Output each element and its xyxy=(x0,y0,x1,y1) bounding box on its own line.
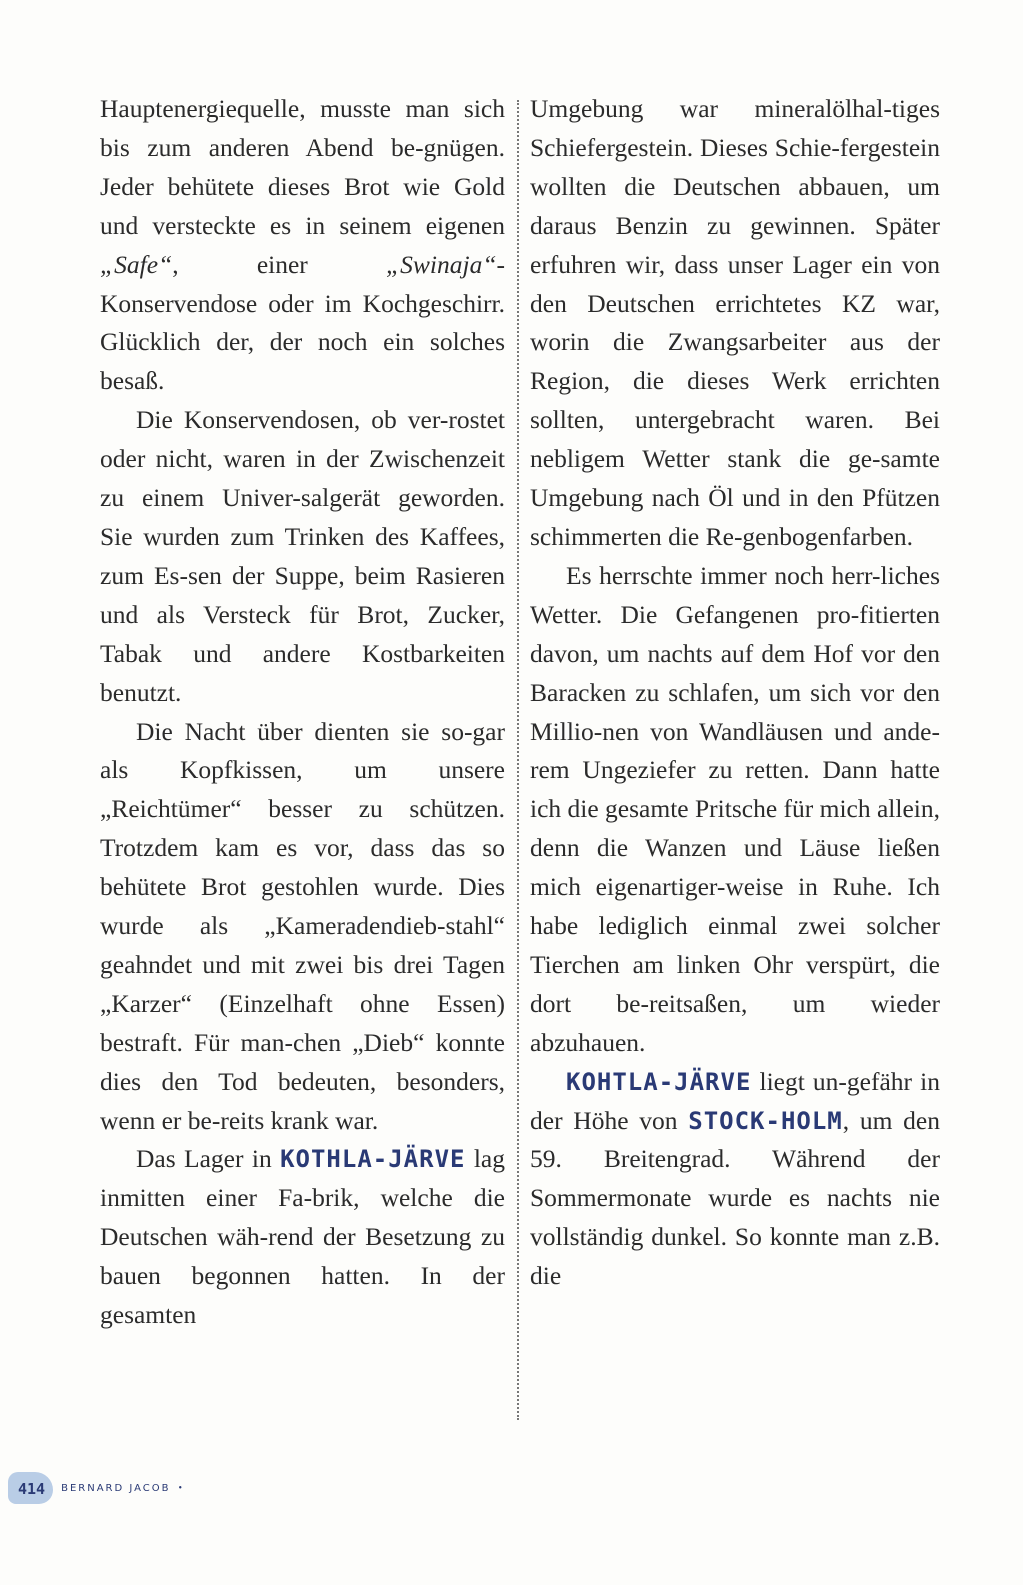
emphasis: „Swinaja“ xyxy=(385,249,497,279)
paragraph: Es herrschte immer noch herr-liches Wetter. Die Gefangenen pro-fitierten davon, um nachts auf dem Hof vor den Baracken zu schlafen, um sich vor den Millio-nen von Wandläusen und ande-rem Ungeziefer zu retten. Dann hatte ich die gesamte Pritsche für mich allein, denn die Wanzen und Läuse ließen mich eigenartiger-weise in Ruhe. Ich habe lediglich einmal zwei solcher Tierchen am linken Ohr verspürt, die dort be-reitsaßen, um wieder abzuhauen. xyxy=(530,560,940,1057)
left-column xyxy=(100,90,505,1335)
emphasis: „Safe“ xyxy=(100,249,173,279)
place-name: KOHTLA-JÄRVE xyxy=(566,1067,752,1096)
paragraph: Das Lager in KOTHLA-JÄRVE lag inmitten einer Fa-brik, welche die Deutschen wäh-rend der Besetzung zu bauen begonnen hatten. In der gesamten xyxy=(100,1144,505,1330)
place-name: STOCK-HOLM xyxy=(688,1106,843,1135)
paragraph: KOHTLA-JÄRVE liegt un-gefähr in der Höhe von STOCK-HOLM, um den 59. Breitengrad. Während der Sommermonate wurde es nachts nie vollständig dunkel. So konnte man z.B. die xyxy=(530,1066,940,1291)
column-divider xyxy=(517,100,519,1420)
page-footer xyxy=(8,1468,182,1508)
right-column xyxy=(530,90,940,1296)
author-name: BERNARD JACOB xyxy=(61,1482,171,1494)
place-name: KOTHLA-JÄRVE xyxy=(280,1145,466,1174)
paragraph: Die Konservendosen, ob ver-rostet oder nicht, waren in der Zwischenzeit zu einem Univer-salgerät geworden. Sie wurden zum Trinken des Kaffees, zum Es-sen der Suppe, beim Rasieren und als Versteck für Brot, Zucker, Tabak und andere Kostbarkeiten benutzt. xyxy=(100,405,505,707)
page-number: 414 xyxy=(8,1472,53,1504)
bullet-icon: • xyxy=(178,1482,183,1494)
paragraph: Die Nacht über dienten sie so-gar als Kopfkissen, um unsere „Reichtümer“ besser zu schützen. Trotzdem kam es vor, dass das so behütete Brot gestohlen wurde. Dies wurde als „Kameradendieb-stahl“ geahndet und mit zwei bis drei Tagen „Karzer“ (Einzelhaft ohne Essen) bestraft. Für man-chen „Dieb“ konnte dies den Tod bedeuten, besonders, wenn er be-reits krank war. xyxy=(100,716,505,1135)
paragraph: Umgebung war mineralölhal-tiges Schiefergestein. Dieses Schie-fergestein wollten die Deutschen abbauen, um daraus Benzin zu gewinnen. Später erfuhren wir, dass unser Lager ein von den Deutschen errichtetes KZ war, worin die Zwangsarbeiter aus der Region, die dieses Werk errichten sollten, untergebracht waren. Bei nebligem Wetter stank die ge-samte Umgebung nach Öl und in den Pfützen schimmerten die Re-genbogenfarben. xyxy=(530,94,940,551)
paragraph: Hauptenergiequelle, musste man sich bis zum anderen Abend be-gnügen. Jeder behütete dieses Brot wie Gold und versteckte es in seinem eigenen „Safe“, einer „Swinaja“-Konservendose oder im Kochgeschirr. Glücklich der, der noch ein solches besaß. xyxy=(100,94,505,396)
